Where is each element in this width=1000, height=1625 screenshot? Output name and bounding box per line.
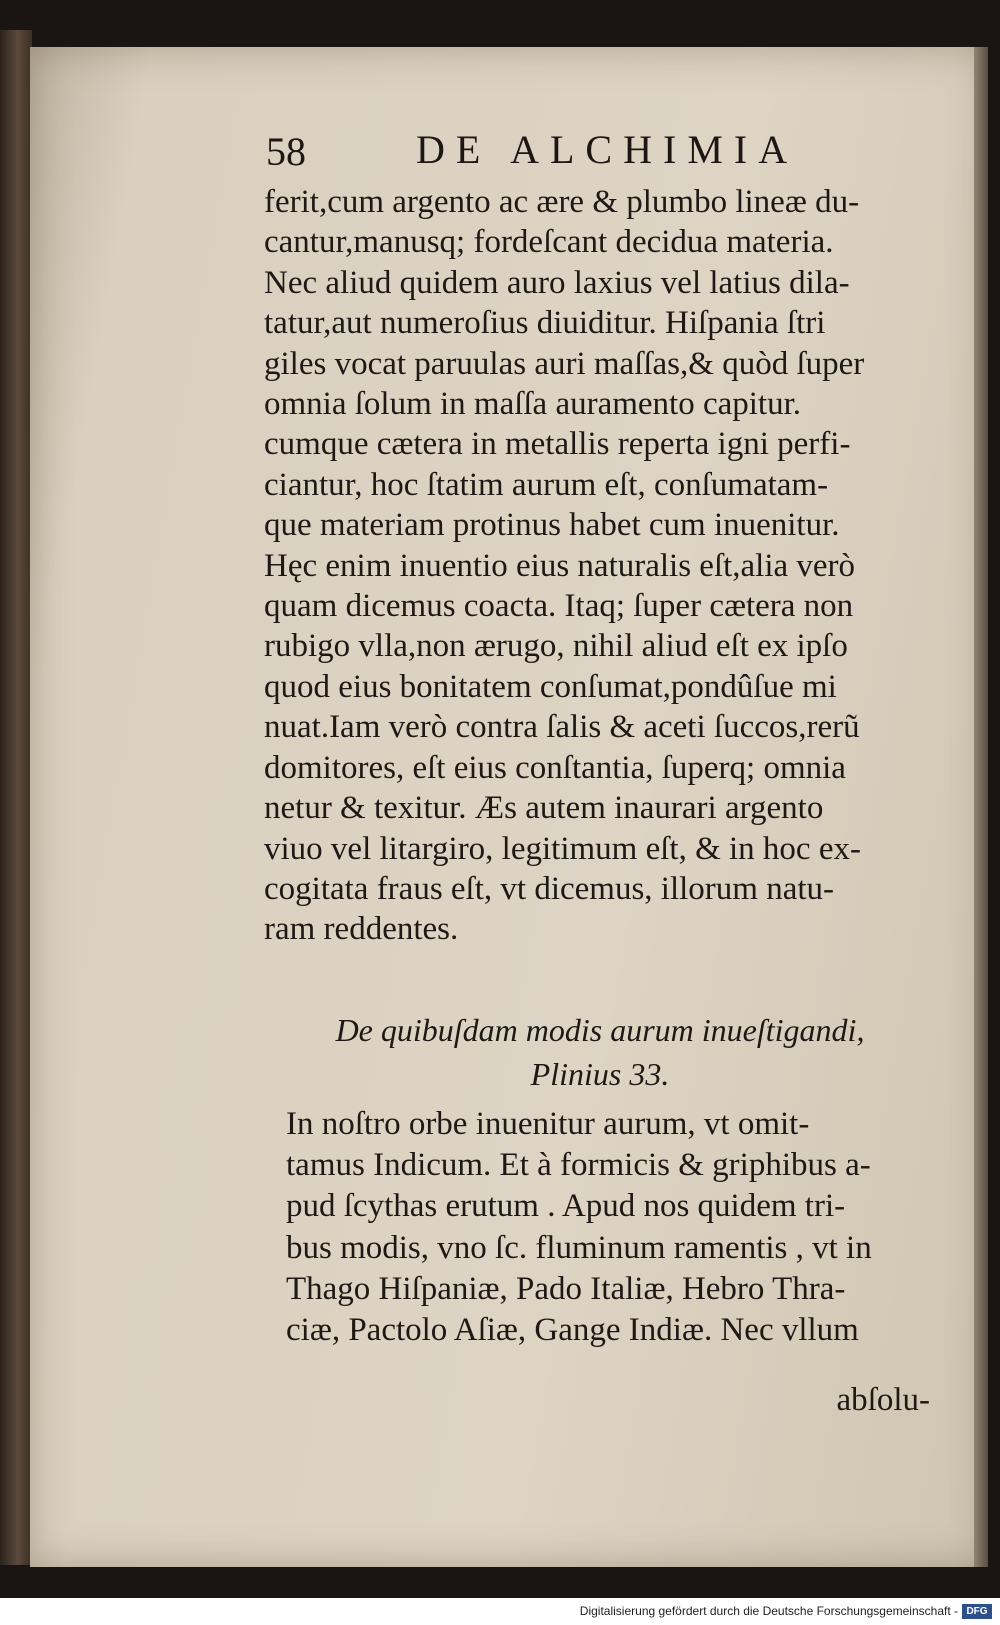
section-heading: [300, 1008, 900, 1096]
heading-line-1: De quibuſdam modis aurum inueſtigandi,: [335, 1012, 865, 1048]
text-line: Nec aliud quidem auro laxius vel latius dila-: [264, 264, 850, 301]
text-line: ram reddentes.: [264, 911, 459, 948]
text-line: nuat.Iam verò contra ſalis & aceti ſuccos,rerũ: [264, 709, 860, 746]
heading-line-2: Plinius 33.: [530, 1056, 670, 1092]
catchword: abſolu-: [836, 1382, 930, 1418]
text-line: cogitata fraus eſt, vt dicemus, illorum natu-: [264, 870, 835, 907]
text-line: tatur,aut numeroſius diuiditur. Hiſpania ſtri: [264, 305, 826, 342]
text-line: In noſtro orbe inuenitur aurum, vt omit-: [286, 1106, 810, 1142]
footer-credit: Digitalisierung gefördert durch die Deutsche Forschungsgemeinschaft -: [579, 1604, 958, 1618]
page-header: [266, 122, 826, 182]
paragraph-2: [286, 1104, 946, 1351]
paragraph-1: [264, 182, 944, 950]
text-line: ferit,cum argento ac ære & plumbo lineæ du-: [264, 184, 860, 220]
text-line: quam dicemus coacta. Itaq; ſuper cætera non: [264, 588, 854, 625]
footer-bar: [0, 1600, 1000, 1625]
text-line: cantur,manusq; fordeſcant decidua materia.: [264, 224, 834, 261]
text-line: netur & texitur. Æs autem inaurari argento: [264, 790, 824, 827]
book-spine: [0, 30, 32, 1565]
text-line: giles vocat paruulas auri maſſas,& quòd ſuper: [264, 345, 865, 382]
text-line: domitores, eſt eius conſtantia, ſuperq; omnia: [264, 749, 846, 786]
text-line: bus modis, vno ſc. fluminum ramentis , vt in: [286, 1229, 872, 1266]
page-number: 58: [266, 129, 306, 174]
text-line: ciæ, Pactolo Aſiæ, Gange Indiæ. Nec vllum: [286, 1312, 859, 1349]
running-title: DE ALCHIMIA: [416, 127, 799, 172]
text-line: Thago Hiſpaniæ, Pado Italiæ, Hebro Thra-: [286, 1270, 846, 1307]
text-line: quod eius bonitatem conſumat,pondûſue mi: [264, 668, 837, 705]
text-line: pud ſcythas erutum . Apud nos quidem tri-: [286, 1188, 846, 1225]
text-line: Hęc enim inuentio eius naturalis eſt,alia verò: [264, 547, 856, 584]
text-line: rubigo vlla,non ærugo, nihil aliud eſt ex ipſo: [264, 628, 848, 665]
text-line: cumque cætera in metallis reperta igni perfi-: [264, 426, 851, 463]
text-line: que materiam protinus habet cum inuenitur.: [264, 507, 840, 544]
text-line: tamus Indicum. Et à formicis & griphibus a-: [286, 1147, 871, 1184]
page-edge: [974, 47, 988, 1567]
text-line: omnia ſolum in maſſa auramento capitur.: [264, 386, 802, 423]
text-line: ciantur, hoc ſtatim aurum eſt, conſumatam-: [264, 466, 829, 503]
text-line: viuo vel litargiro, legitimum eſt, & in hoc ex-: [264, 830, 861, 867]
dfg-logo: DFG: [962, 1604, 992, 1619]
